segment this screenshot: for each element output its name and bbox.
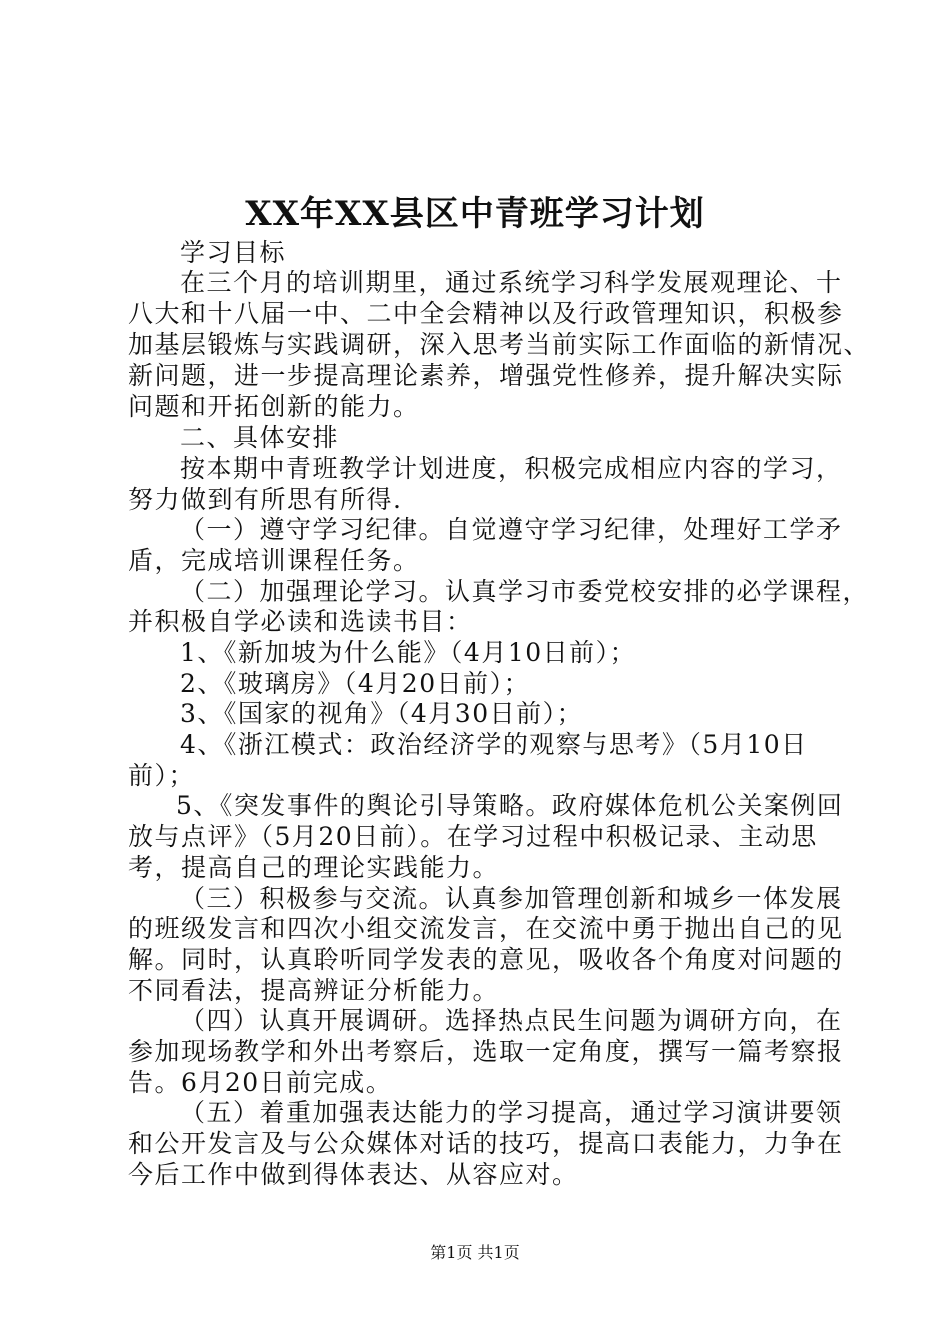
- document-title: XX年XX县区中青班学习计划: [245, 194, 705, 234]
- body-line: （三）积极参与交流。认真参加管理创新和城乡一体发展: [180, 884, 843, 913]
- body-line: 解。同时，认真聆听同学发表的意见，吸收各个角度对问题的: [128, 945, 844, 974]
- body-line: 按本期中青班教学计划进度，积极完成相应内容的学习，: [180, 454, 843, 483]
- reading-list-item: 4、《浙江模式：政治经济学的观察与思考》（5月10日: [180, 730, 808, 759]
- body-line: 放与点评》（5月20日前）。在学习过程中积极记录、主动思: [128, 822, 818, 851]
- page-footer: 第1页 共1页: [430, 1243, 520, 1262]
- body-line: 学习目标: [180, 238, 287, 267]
- body-line: 前）；: [128, 761, 196, 790]
- body-line: 努力做到有所思有所得.: [128, 485, 403, 514]
- body-line: （二）加强理论学习。认真学习市委党校安排的必学课程，: [180, 577, 870, 606]
- body-line: 加基层锻炼与实践调研，深入思考当前实际工作面临的新情况、: [128, 330, 871, 359]
- body-line: 今后工作中做到得体表达、从容应对。: [128, 1160, 579, 1189]
- body-line: （四）认真开展调研。选择热点民生问题为调研方向，在: [180, 1006, 843, 1035]
- body-line: 参加现场教学和外出考察后，选取一定角度，撰写一篇考察报: [128, 1037, 844, 1066]
- body-line: （一）遵守学习纪律。自觉遵守学习纪律，处理好工学矛: [180, 515, 843, 544]
- body-line: 不同看法，提高辨证分析能力。: [128, 976, 500, 1005]
- body-line: 问题和开拓创新的能力。: [128, 392, 420, 421]
- body-line: 的班级发言和四次小组交流发言，在交流中勇于抛出自己的见: [128, 914, 844, 943]
- section-heading: 二、具体安排: [180, 423, 340, 452]
- body-line: 和公开发言及与公众媒体对话的技巧，提高口表能力，力争在: [128, 1129, 844, 1158]
- body-line: 八大和十八届一中、二中全会精神以及行政管理知识，积极参: [128, 299, 844, 328]
- body-line: 并积极自学必读和选读书目：: [128, 607, 473, 636]
- reading-list-item: 5、《突发事件的舆论引导策略。政府媒体危机公关案例回: [176, 791, 844, 820]
- reading-list-item: 3、《国家的视角》（4月30日前）；: [180, 699, 584, 728]
- body-line: 盾，完成培训课程任务。: [128, 546, 420, 575]
- body-line: 告。6月20日前完成。: [128, 1068, 393, 1097]
- body-line: 在三个月的培训期里，通过系统学习科学发展观理论、十: [180, 268, 843, 297]
- body-line: 新问题，进一步提高理论素养，增强党性修养，提升解决实际: [128, 361, 844, 390]
- reading-list-item: 1、《新加坡为什么能》（4月10日前）；: [180, 638, 637, 667]
- body-line: （五）着重加强表达能力的学习提高，通过学习演讲要领: [180, 1098, 843, 1127]
- body-line: 考，提高自己的理论实践能力。: [128, 853, 500, 882]
- reading-list-item: 2、《玻璃房》（4月20日前）；: [180, 669, 531, 698]
